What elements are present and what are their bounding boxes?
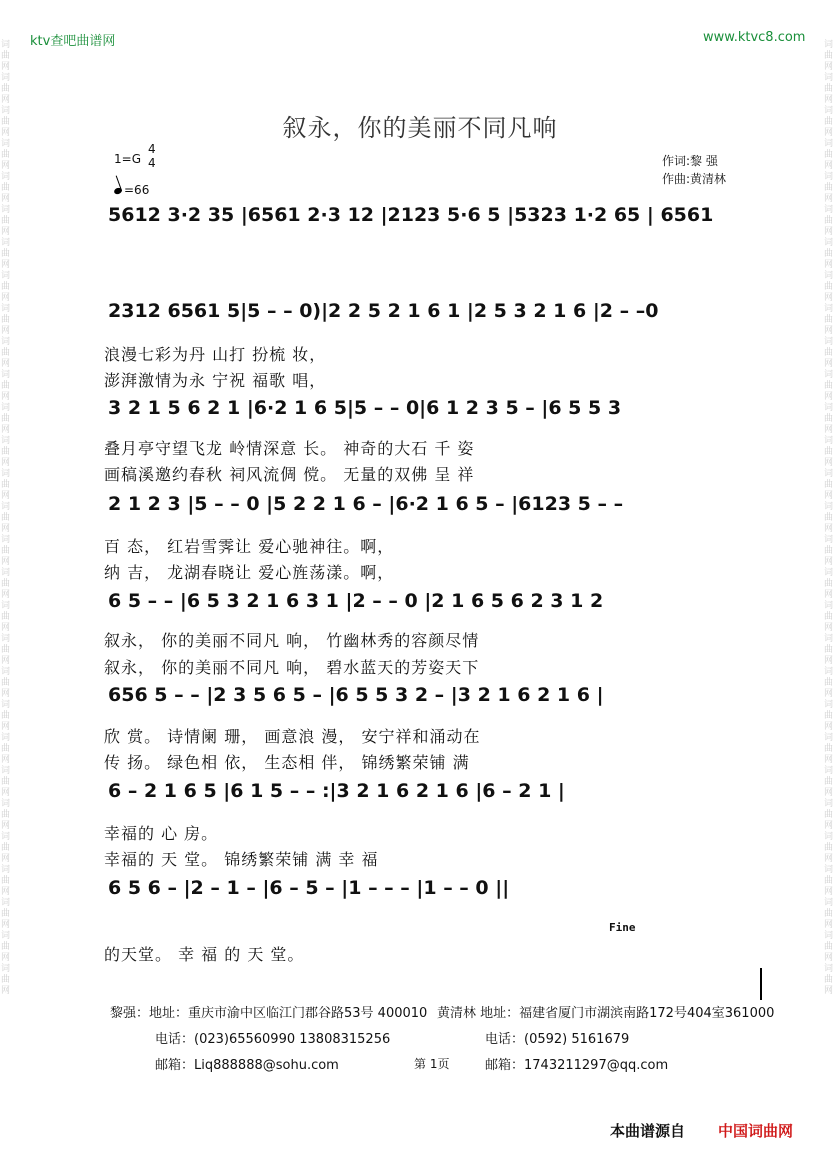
lyricist-address: 黎强：地址：重庆市渝中区临江门郡谷路53号 400010 (110, 1006, 428, 1021)
lyric-line: 幸福的 天 堂。 锦绣繁荣铺 满 幸 福 (104, 850, 379, 869)
site-url-right[interactable]: www.ktvc8.com (703, 30, 806, 45)
notation-line-8: 6 5 6 – |2 – 1 – |6 – 5 – |1 – – – |1 – – 0 || (108, 877, 510, 899)
composer-phone: 电话：(0592) 5161679 (485, 1032, 630, 1047)
lyricist-credit: 作词:黎 强 (662, 154, 718, 168)
tempo-value: =66 (124, 183, 150, 197)
composer-email: 邮箱：1743211297@qq.com (485, 1058, 669, 1073)
lyric-line: 传 扬。 绿色相 依， 生态相 伴， 锦绣繁荣铺 满 (104, 753, 470, 772)
lyric-line: 的天堂。 幸 福 的 天 堂。 (104, 945, 305, 964)
key-signature: 1=G (114, 152, 141, 166)
time-signature (148, 142, 156, 170)
lyric-line: 浪漫七彩为丹 山打 扮梳 妆， (104, 345, 327, 364)
composer-credit: 作曲:黄清林 (662, 172, 727, 186)
tempo-marking (114, 183, 149, 197)
side-watermark-left: 词曲网词曲网词曲网词曲网词曲网词曲网词曲网词曲网词曲网词曲网词曲网词曲网词曲网词曲网词曲网词曲网词曲网词曲网词曲网词曲网词曲网词曲网词曲网词曲网词曲网词曲网词曲网词曲网词曲网 (1, 40, 11, 996)
notation-line-4: 2 1 2 3 |5 – – 0 |5 2 2 1 6 – |6·2 1 6 5 – |6123 5 – – (108, 493, 624, 515)
lyricist-phone: 电话：(023)65560990 13808315256 (155, 1032, 391, 1047)
lyricist-email: 邮箱：Liq888888@sohu.com (155, 1058, 339, 1073)
composer-address: 黄清林 地址：福建省厦门市湖滨南路172号404室361000 (437, 1006, 775, 1021)
page-number: 第 1页 (414, 1057, 450, 1071)
lyric-line: 百 态， 红岩雪霁让 爱心驰神往。啊， (104, 537, 395, 556)
quarter-note-icon (113, 187, 123, 195)
notation-line-2: 2312 6561 5|5 – – 0)|2 2 5 2 1 6 1 |2 5 3 2 1 6 |2 – –0 (108, 300, 659, 322)
notation-line-1: 5612 3·2 35 |6561 2·3 12 |2123 5·6 5 |5323 1·2 65 | 6561 (108, 204, 714, 226)
lyric-line: 澎湃激情为永 宁祝 福歌 唱， (104, 371, 327, 390)
lyric-line: 纳 吉， 龙湖春晓让 爱心旌荡漾。啊， (104, 563, 395, 582)
notation-line-3: 3 2 1 5 6 2 1 |6·2 1 6 5|5 – – 0|6 1 2 3 5 – |6 5 5 3 (108, 397, 622, 419)
notation-line-5: 6 5 – – |6 5 3 2 1 6 3 1 |2 – – 0 |2 1 6 5 6 2 3 1 2 (108, 590, 604, 612)
site-name-left: ktv查吧曲谱网 (30, 34, 116, 49)
lyric-line: 幸福的 心 房。 (104, 824, 219, 843)
final-barline (760, 968, 762, 1000)
fine-marking: Fine (609, 921, 636, 934)
notation-line-7: 6 – 2 1 6 5 |6 1 5 – – :|3 2 1 6 2 1 6 |6 – 2 1 | (108, 780, 565, 802)
source-label: 本曲谱源自 (610, 1122, 686, 1140)
lyric-line: 欣 赏。 诗情阑 珊， 画意浪 漫， 安宁祥和涌动在 (104, 727, 481, 746)
source-brand-link[interactable]: 中国词曲网 (718, 1122, 794, 1140)
lyric-line: 叙永， 你的美丽不同凡 响， 竹幽林秀的容颜尽情 (104, 631, 480, 650)
time-bottom: 4 (148, 156, 156, 170)
time-top: 4 (148, 142, 156, 156)
side-watermark-right: 词曲网词曲网词曲网词曲网词曲网词曲网词曲网词曲网词曲网词曲网词曲网词曲网词曲网词曲网词曲网词曲网词曲网词曲网词曲网词曲网词曲网词曲网词曲网词曲网词曲网词曲网词曲网词曲网词曲网 (824, 40, 834, 996)
lyric-line: 叙永， 你的美丽不同凡 响， 碧水蓝天的芳姿天下 (104, 658, 480, 677)
notation-line-6: 656 5 – – |2 3 5 6 5 – |6 5 5 3 2 – |3 2 1 6 2 1 6 | (108, 684, 604, 706)
lyric-line: 叠月亭守望飞龙 岭情深意 长。 神奇的大石 千 姿 (104, 439, 475, 458)
lyric-line: 画稿溪邀约春秋 祠风流倜 傥。 无量的双佛 呈 祥 (104, 465, 475, 484)
score-title: 叙永，你的美丽不同凡响 (282, 114, 558, 142)
